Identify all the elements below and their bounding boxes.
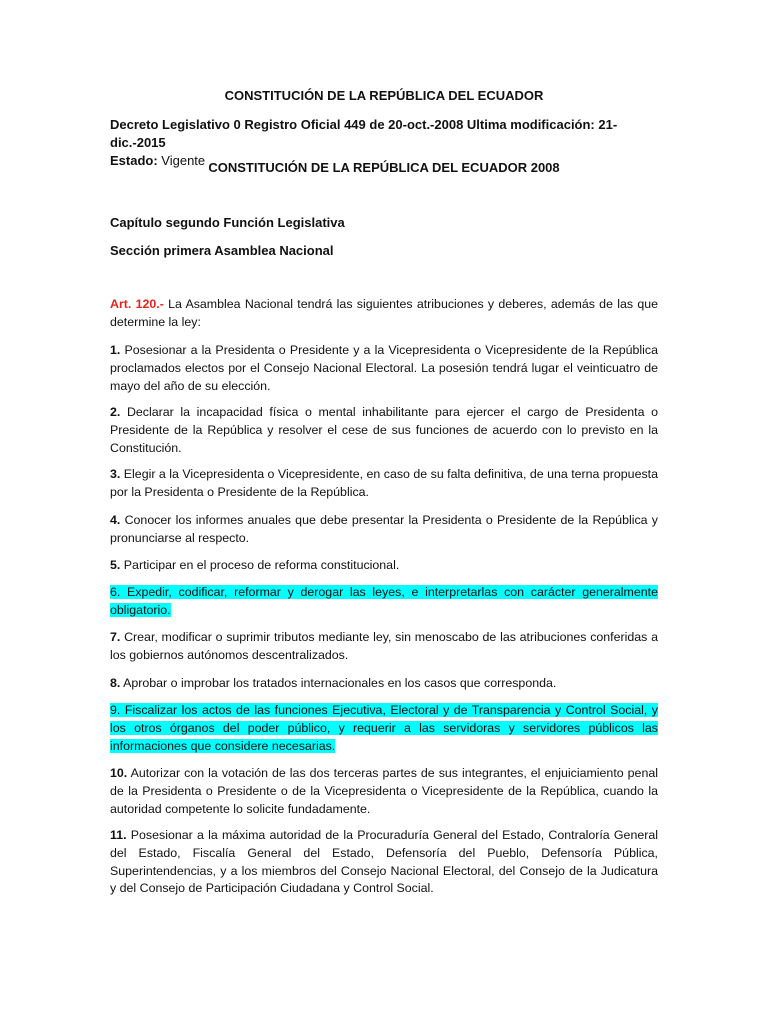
item-text: Participar en el proceso de reforma constitucional. bbox=[120, 558, 400, 572]
item-number: 11. bbox=[110, 828, 127, 842]
list-item bbox=[110, 342, 658, 395]
highlight-mark bbox=[110, 585, 658, 617]
estado-value: Vigente bbox=[161, 153, 206, 168]
list-item bbox=[110, 629, 658, 665]
document-title: CONSTITUCIÓN DE LA REPÚBLICA DEL ECUADOR bbox=[224, 88, 544, 103]
decree-line: Decreto Legislativo 0 Registro Oficial 449 de 20-oct.-2008 Ultima modificación: 21-dic.-2015 bbox=[110, 117, 618, 150]
list-item bbox=[110, 512, 658, 548]
item-number: 5. bbox=[110, 558, 121, 572]
article-intro bbox=[110, 296, 658, 332]
item-number: 1. bbox=[110, 343, 121, 357]
item-text: Aprobar o improbar los tratados internacionales en los casos que corresponda. bbox=[120, 676, 557, 690]
item-text: Autorizar con la votación de las dos terceras partes de sus integrantes, el enjuiciamiento penal de la Presidenta o Presidente o de la Vicepresidenta o Vicepresidente de la República, cuando la autoridad competente lo solicite fundadamente. bbox=[110, 766, 658, 816]
item-number: 3. bbox=[110, 467, 121, 481]
list-item-highlighted bbox=[110, 702, 658, 755]
list-item bbox=[110, 557, 658, 575]
estado-label: Estado: bbox=[110, 153, 158, 168]
item-number: 10. bbox=[110, 766, 128, 780]
list-item bbox=[110, 827, 658, 898]
list-item bbox=[110, 675, 658, 693]
item-text: Posesionar a la Presidenta o Presidente y a la Vicepresidenta o Vicepresidente de la República proclamados electos por el Consejo Nacional Electoral. La posesión tendrá lugar el veinticuatro de mayo del año de su elección. bbox=[110, 343, 658, 393]
section-heading: Sección primera Asamblea Nacional bbox=[110, 243, 334, 258]
item-number: 7. bbox=[110, 630, 121, 644]
list-item bbox=[110, 404, 658, 457]
highlight-mark bbox=[110, 703, 658, 753]
list-item bbox=[110, 765, 658, 818]
item-text: Conocer los informes anuales que debe presentar la Presidenta o Presidente de la República y pronunciarse al respecto. bbox=[110, 513, 658, 545]
item-number: 2. bbox=[110, 405, 121, 419]
item-text: Posesionar a la máxima autoridad de la Procuraduría General del Estado, Contraloría General del Estado, Fiscalía General del Estado, Defensoría del Pueblo, Defensoría Pública, Superintendencias, y a los miembros del Consejo Nacional Electoral, del Consejo de la Judicatura y del Consejo de Participación Ciudadana y Control Social. bbox=[110, 828, 658, 896]
item-number: 4. bbox=[110, 513, 121, 527]
item-number: 9. bbox=[110, 703, 121, 717]
article-intro-text: La Asamblea Nacional tendrá las siguientes atribuciones y deberes, además de las que determine la ley: bbox=[110, 297, 658, 329]
item-text: Fiscalizar los actos de las funciones Ejecutiva, Electoral y de Transparencia y Control Social, y los otros órganos del poder público, y requerir a las servidoras y servidores públicos las informaciones que considere necesarias. bbox=[110, 703, 658, 753]
chapter-heading: Capítulo segundo Función Legislativa bbox=[110, 215, 345, 230]
item-text: Elegir a la Vicepresidenta o Vicepresidente, en caso de su falta definitiva, de una terna propuesta por la Presidenta o Presidente de la República. bbox=[110, 467, 658, 499]
article-label: Art. 120.- bbox=[110, 297, 164, 311]
list-item-highlighted bbox=[110, 584, 658, 620]
document-subtitle: CONSTITUCIÓN DE LA REPÚBLICA DEL ECUADOR 2008 bbox=[208, 160, 560, 175]
item-number: 8. bbox=[110, 676, 121, 690]
list-item bbox=[110, 466, 658, 502]
item-text: Expedir, codificar, reformar y derogar las leyes, e interpretarlas con carácter generalmente obligatorio. bbox=[110, 585, 658, 617]
item-text: Declarar la incapacidad física o mental inhabilitante para ejercer el cargo de Presidenta o Presidente de la República y resolver el cese de sus funciones de acuerdo con lo previsto en la Constitución. bbox=[110, 405, 658, 455]
item-number: 6. bbox=[110, 585, 121, 599]
item-text: Crear, modificar o suprimir tributos mediante ley, sin menoscabo de las atribuciones conferidas a los gobiernos autónomos descentralizados. bbox=[110, 630, 658, 662]
